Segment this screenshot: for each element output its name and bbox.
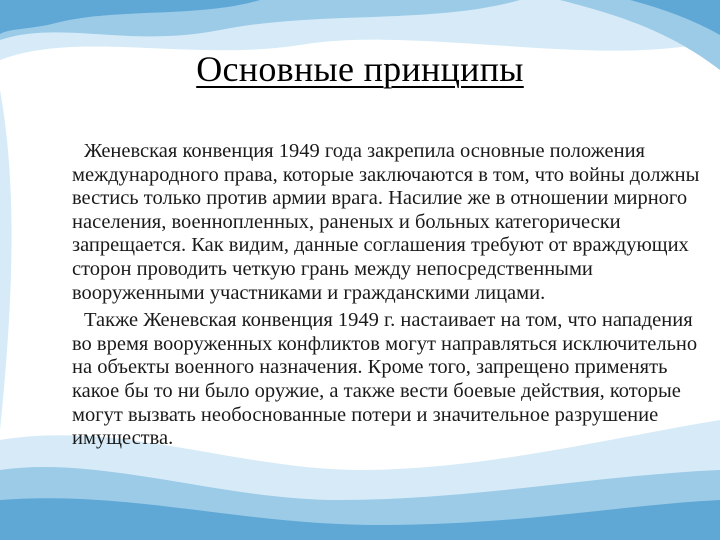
paragraph-1: Женевская конвенция 1949 года закрепила основные положения международного права, которые заключаются в том, что войны должны вестись только против армии врага. Насилие же в отношении мирного населения, военнопленных, раненых и больных категорически запрещается. Как видим, данные соглашения требуют от враждующих сторон проводить четкую грань между непосредственными вооруженными участниками и гражданскими лицами.	[72, 140, 700, 304]
page-title: Основные принципы	[196, 49, 524, 89]
body-text	[72, 140, 712, 455]
wave-left-edge	[0, 90, 12, 430]
paragraph-2: Также Женевская конвенция 1949 г. настаивает на том, что нападения во время вооруженных конфликтов могут направляться исключительно на объекты военного назначения. Кроме того, запрещено применять какое бы то ни было оружие, а также вести боевые действия, которые могут вызвать необоснованные потери и значительное разрушение имущества.	[72, 309, 698, 450]
